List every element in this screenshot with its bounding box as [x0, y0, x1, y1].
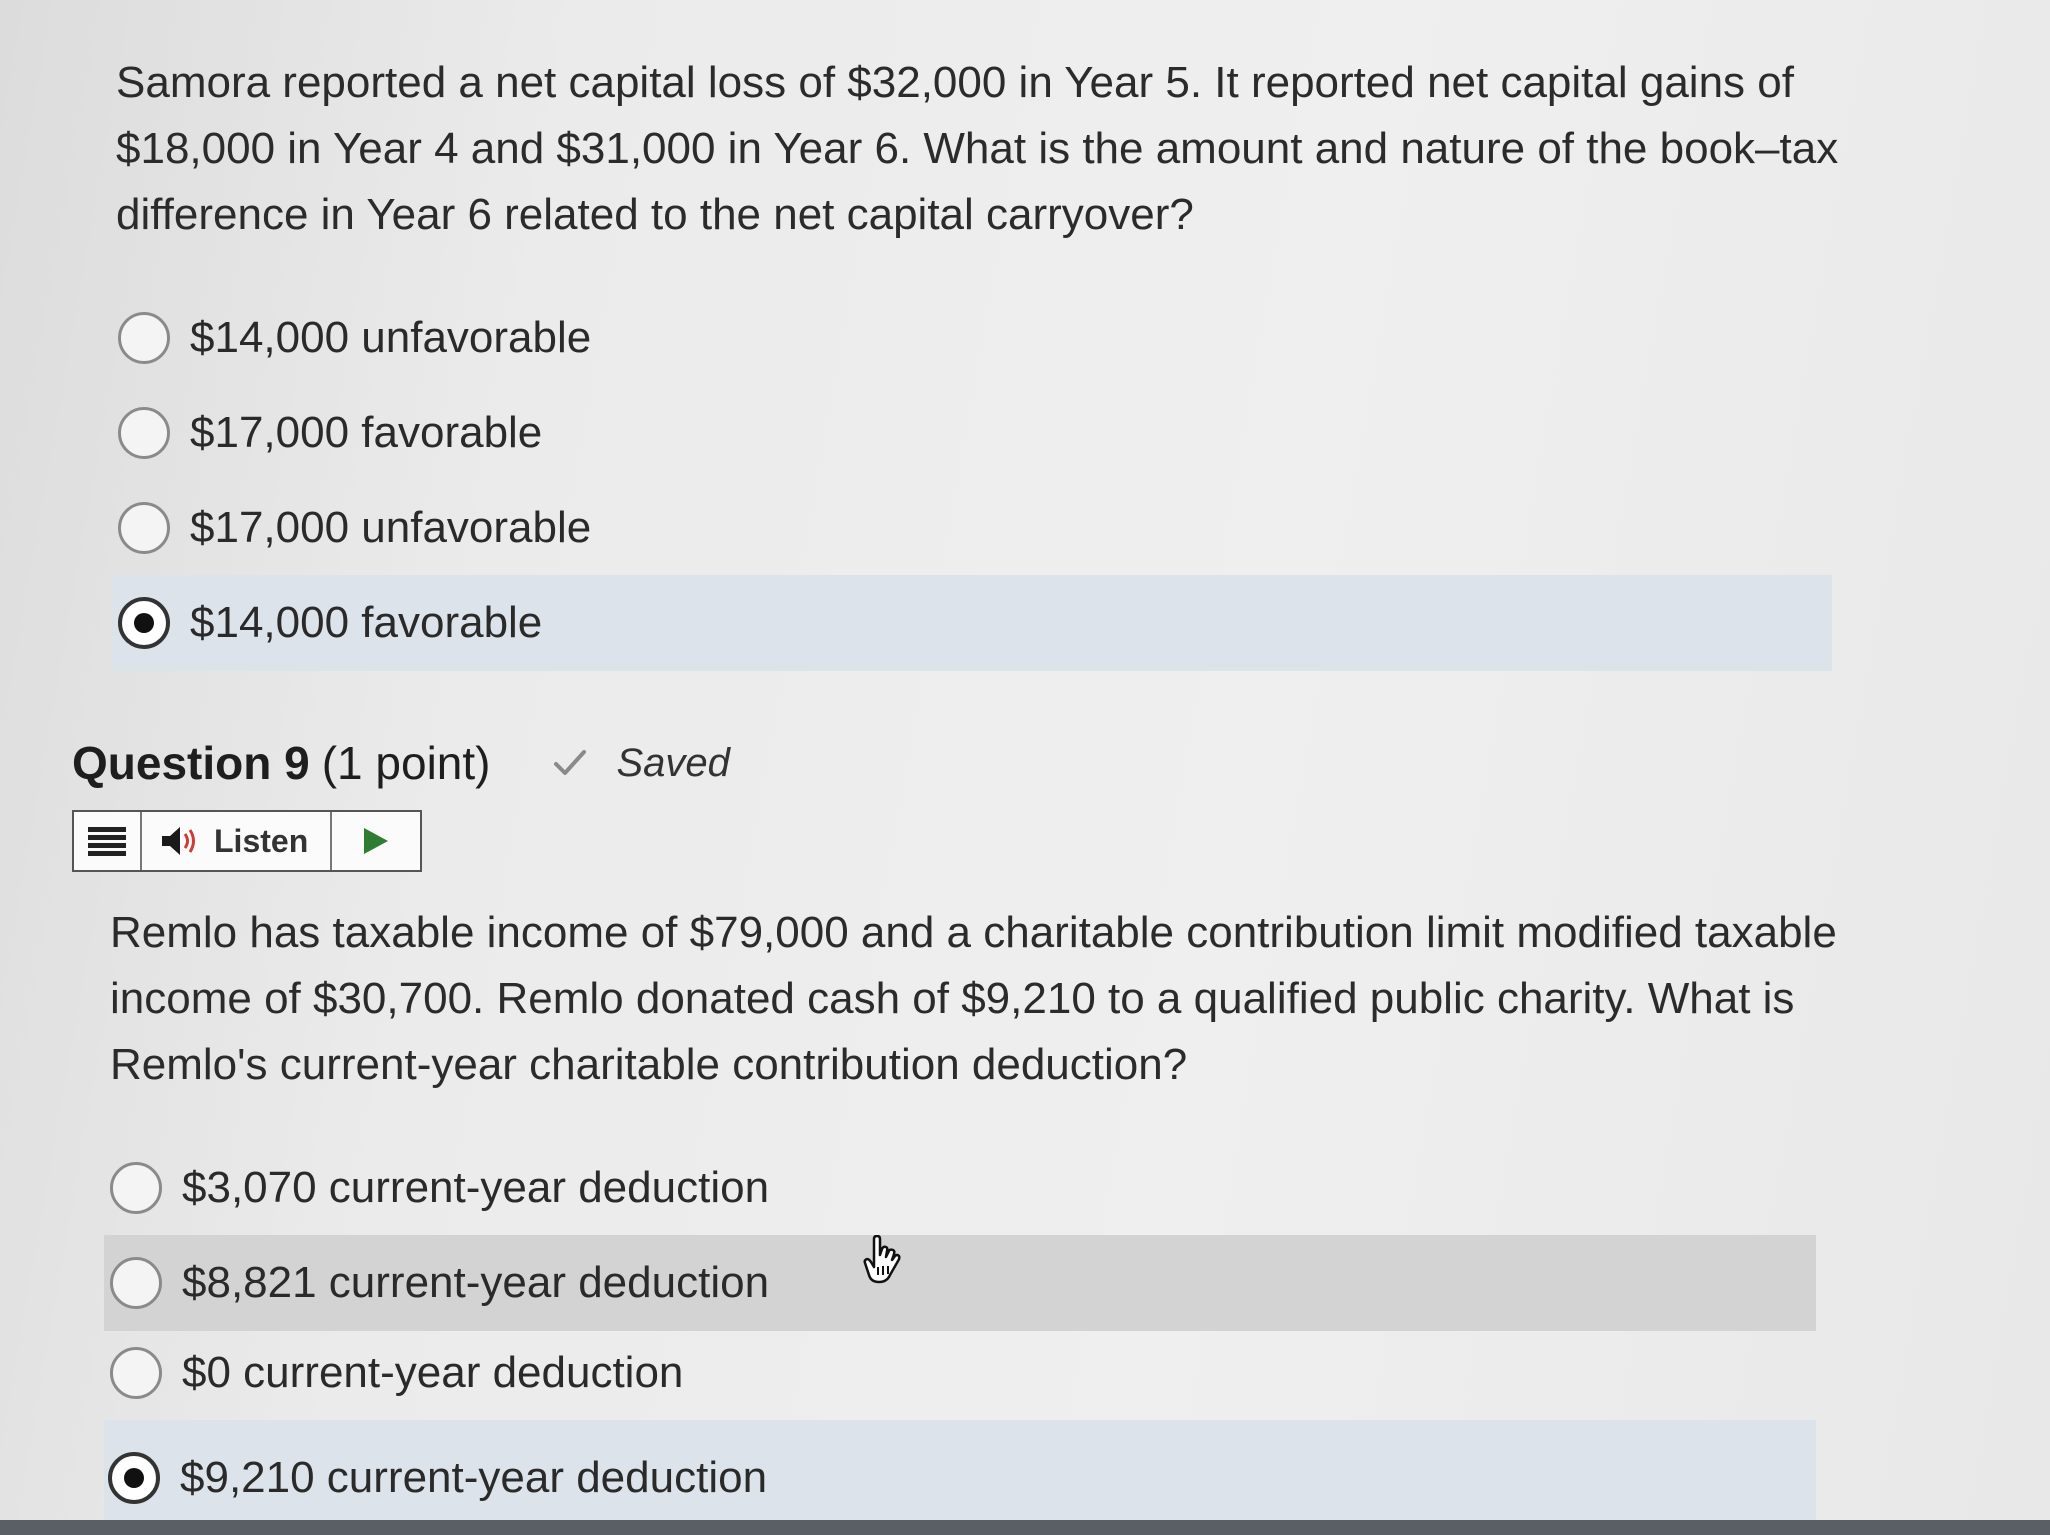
option-label: $14,000 favorable	[190, 598, 543, 647]
option-label: $8,821 current-year deduction	[182, 1258, 770, 1307]
q9-option-8821[interactable]	[104, 1235, 1816, 1331]
speaker-icon	[160, 824, 202, 858]
option-label: $17,000 favorable	[190, 408, 543, 457]
option-label: $3,070 current-year deduction	[182, 1163, 770, 1212]
q9-option-3070[interactable]	[110, 1140, 1810, 1236]
radio-button[interactable]	[110, 1257, 162, 1309]
option-label: $17,000 unfavorable	[190, 503, 592, 552]
question-title: Question 9	[72, 737, 310, 789]
checkmark-icon	[550, 743, 590, 783]
play-button[interactable]	[332, 812, 420, 870]
radio-button[interactable]	[110, 1162, 162, 1214]
q8-option-17000-unfavorable[interactable]	[118, 480, 1828, 576]
question-9-text: Remlo has taxable income of $79,000 and a charitable contribution limit modified taxable income of $30,700. Remlo donated cash of $9,210 to a qualified public charity. What is Remlo's current-year charitable contribution deduction?	[110, 908, 1837, 1089]
hand-pointer-icon	[860, 1235, 904, 1285]
listen-menu-button[interactable]	[74, 812, 142, 870]
q8-option-14000-favorable[interactable]	[112, 575, 1832, 671]
option-label: $9,210 current-year deduction	[180, 1452, 768, 1502]
bottom-bar	[0, 1520, 2050, 1535]
question-9-header	[72, 728, 730, 798]
option-label: $0 current-year deduction	[182, 1348, 684, 1397]
radio-button[interactable]	[118, 502, 170, 554]
radio-button[interactable]	[118, 312, 170, 364]
radio-button[interactable]	[118, 407, 170, 459]
q8-option-17000-favorable[interactable]	[118, 385, 1828, 481]
play-icon	[362, 826, 390, 856]
option-label: $14,000 unfavorable	[190, 313, 592, 362]
listen-toolbar	[72, 810, 422, 872]
radio-button[interactable]	[110, 1347, 162, 1399]
listen-button[interactable]	[142, 812, 332, 870]
saved-status: Saved	[616, 740, 730, 785]
radio-button-selected[interactable]	[108, 1452, 160, 1504]
question-8-text: Samora reported a net capital loss of $32,000 in Year 5. It reported net capital gains of $18,000 in Year 4 and $31,000 in Year 6. What is the amount and nature of the book–tax difference in Year 6 related to the net capital carryover?	[116, 58, 1839, 239]
q9-option-9210[interactable]	[104, 1420, 1816, 1535]
hamburger-menu-icon	[88, 825, 126, 857]
question-points: (1 point)	[321, 737, 491, 789]
listen-label: Listen	[214, 822, 309, 859]
q9-option-0[interactable]	[110, 1325, 1810, 1421]
q8-option-14000-unfavorable[interactable]	[118, 290, 1828, 386]
radio-button-selected[interactable]	[118, 597, 170, 649]
